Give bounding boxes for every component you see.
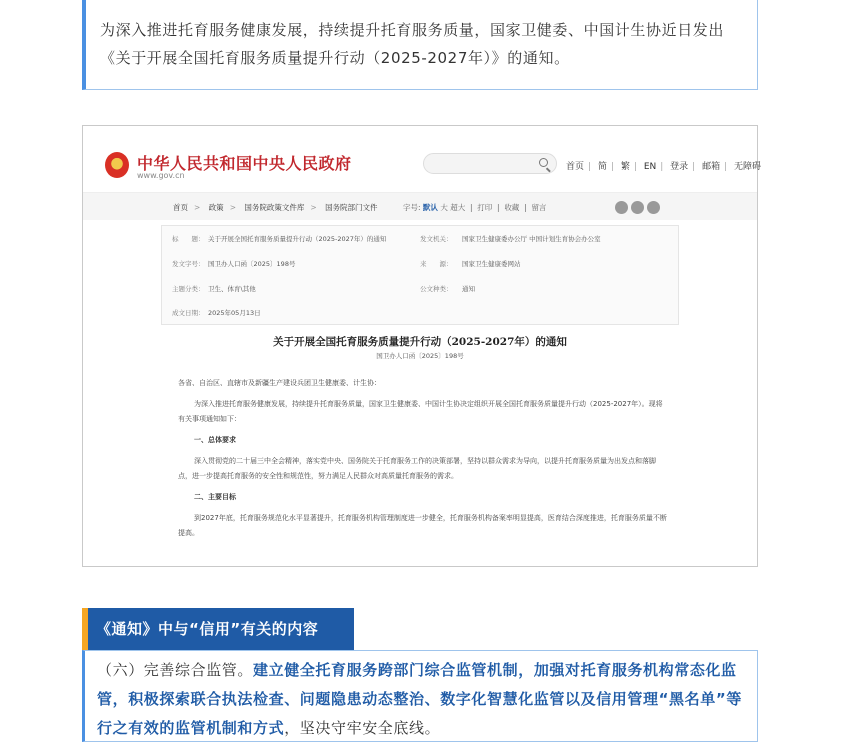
document-heading-2: 二、主要目标 xyxy=(194,493,236,501)
meta-type-value: 通知 xyxy=(462,285,475,293)
national-emblem-icon xyxy=(105,152,129,178)
intro-text: 为深入推进托育服务健康发展，持续提升托育服务质量，国家卫健委、中国计生协近日发出《关于开展全国托育服务质量提升行动（2025-2027年）》的通知。 xyxy=(100,21,725,67)
weibo-share-icon[interactable] xyxy=(615,201,628,214)
document-title: 关于开展全国托育服务质量提升行动（2025-2027年）的通知 xyxy=(273,336,567,348)
site-header xyxy=(83,126,762,192)
sub-toolbar xyxy=(83,192,757,220)
meta-source-key: 来 源： xyxy=(420,260,453,268)
wechat-share-icon[interactable] xyxy=(631,201,644,214)
section-body xyxy=(82,650,758,742)
nav-home[interactable]: 首页 xyxy=(566,162,585,172)
nav-english[interactable]: EN xyxy=(643,162,657,172)
breadcrumb-dept-docs[interactable]: 国务院部门文件 xyxy=(325,203,378,212)
document-para-1: 为深入推进托育服务健康发展，持续提升托育服务质量，国家卫生健康委、中国计生协决定组织开展全国托育服务质量提升行动（2025-2027年）。现将有关事项通知如下： xyxy=(178,400,663,423)
nav-accessibility[interactable]: 无障碍 xyxy=(734,162,762,172)
message-button[interactable]: 留言 xyxy=(531,203,547,212)
top-nav: 首页 | 简 | 繁 | EN | 登录 | 邮箱 | 无障碍 xyxy=(566,162,762,172)
section-lead: （六）完善综合监管。 xyxy=(97,661,254,679)
document-heading-1: 一、总体要求 xyxy=(194,436,236,444)
page-tools: 字号: 默认 大 超大 | 打印 | 收藏 | 留言 xyxy=(403,203,547,212)
font-size-label: 字号: xyxy=(403,203,421,212)
document-number: 国卫办人口函〔2025〕198号 xyxy=(376,352,464,360)
breadcrumb-policy-library[interactable]: 国务院政策文件库 xyxy=(244,203,305,212)
meta-docno-value: 国卫办人口函〔2025〕198号 xyxy=(208,260,296,268)
meta-date-value: 2025年05月13日 xyxy=(208,309,261,317)
font-size-large[interactable]: 大 xyxy=(440,203,448,212)
section-heading: 《通知》中与“信用”有关的内容 xyxy=(82,608,354,650)
intro-quote xyxy=(82,0,758,90)
nav-mail[interactable]: 邮箱 xyxy=(702,162,721,172)
qq-share-icon[interactable] xyxy=(647,201,660,214)
meta-source-value: 国家卫生健康委网站 xyxy=(462,260,521,268)
meta-issuer-value: 国家卫生健康委办公厅 中国计划生育协会办公室 xyxy=(462,235,601,243)
section-tail: ，坚决守牢安全底线。 xyxy=(284,719,441,737)
meta-issuer-key: 发文机关： xyxy=(420,235,453,243)
breadcrumb-policy[interactable]: 政策 xyxy=(208,203,224,212)
site-url: www.gov.cn xyxy=(137,171,185,180)
share-buttons xyxy=(615,199,663,218)
meta-type-key: 公文种类： xyxy=(420,285,453,293)
document-addressee: 各省、自治区、直辖市及新疆生产建设兵团卫生健康委、计生协： xyxy=(178,379,381,387)
meta-date-key: 成文日期： xyxy=(172,309,205,317)
font-size-xlarge[interactable]: 超大 xyxy=(450,203,466,212)
search-input[interactable] xyxy=(423,153,557,174)
meta-topic-key: 主题分类： xyxy=(172,285,205,293)
meta-title-value: 关于开展全国托育服务质量提升行动（2025-2027年）的通知 xyxy=(208,235,387,243)
search-icon[interactable] xyxy=(539,158,548,167)
meta-topic-value: 卫生、体育\其他 xyxy=(208,285,256,293)
nav-simplified[interactable]: 简 xyxy=(597,162,607,172)
document-body xyxy=(178,376,668,547)
section-emphasis: 建立健全托育服务跨部门综合监管机制，加强对托育服务机构常态化监管，积极探索联合执法检查、问题隐患动态整治、数字化智慧化监管以及信用管理“黑名单”等行之有效的监管机制和方式 xyxy=(97,661,742,737)
document-para-2: 深入贯彻党的二十届三中全会精神，落实党中央、国务院关于托育服务工作的决策部署，坚持以群众需求为导向，以提升托育服务质量为出发点和落脚点，进一步提高托育服务的安全性和规范性，努力满足人民群众对高质量托育服务的需求。 xyxy=(178,457,656,480)
document-para-3: 到2027年底，托育服务规范化水平显著提升，托育服务机构管理制度进一步健全，托育服务机构备案率明显提高，医育结合深度推进，托育服务质量不断提高。 xyxy=(178,514,667,537)
font-size-default[interactable]: 默认 xyxy=(422,203,438,212)
breadcrumb-home[interactable]: 首页 xyxy=(173,203,188,212)
meta-docno-key: 发文字号： xyxy=(172,260,205,268)
site-title[interactable]: 中华人民共和国中央人民政府 xyxy=(137,154,352,173)
breadcrumb: 首页 > 政策 > 国务院政策文件库 > 国务院部门文件 xyxy=(173,203,378,212)
meta-title-key: 标 题： xyxy=(172,235,205,243)
favorite-button[interactable]: 收藏 xyxy=(504,203,520,212)
nav-traditional[interactable]: 繁 xyxy=(620,162,630,172)
nav-login[interactable]: 登录 xyxy=(670,162,689,172)
gov-page-screenshot xyxy=(82,125,762,567)
doc-meta-table xyxy=(161,225,679,325)
print-button[interactable]: 打印 xyxy=(477,203,493,212)
